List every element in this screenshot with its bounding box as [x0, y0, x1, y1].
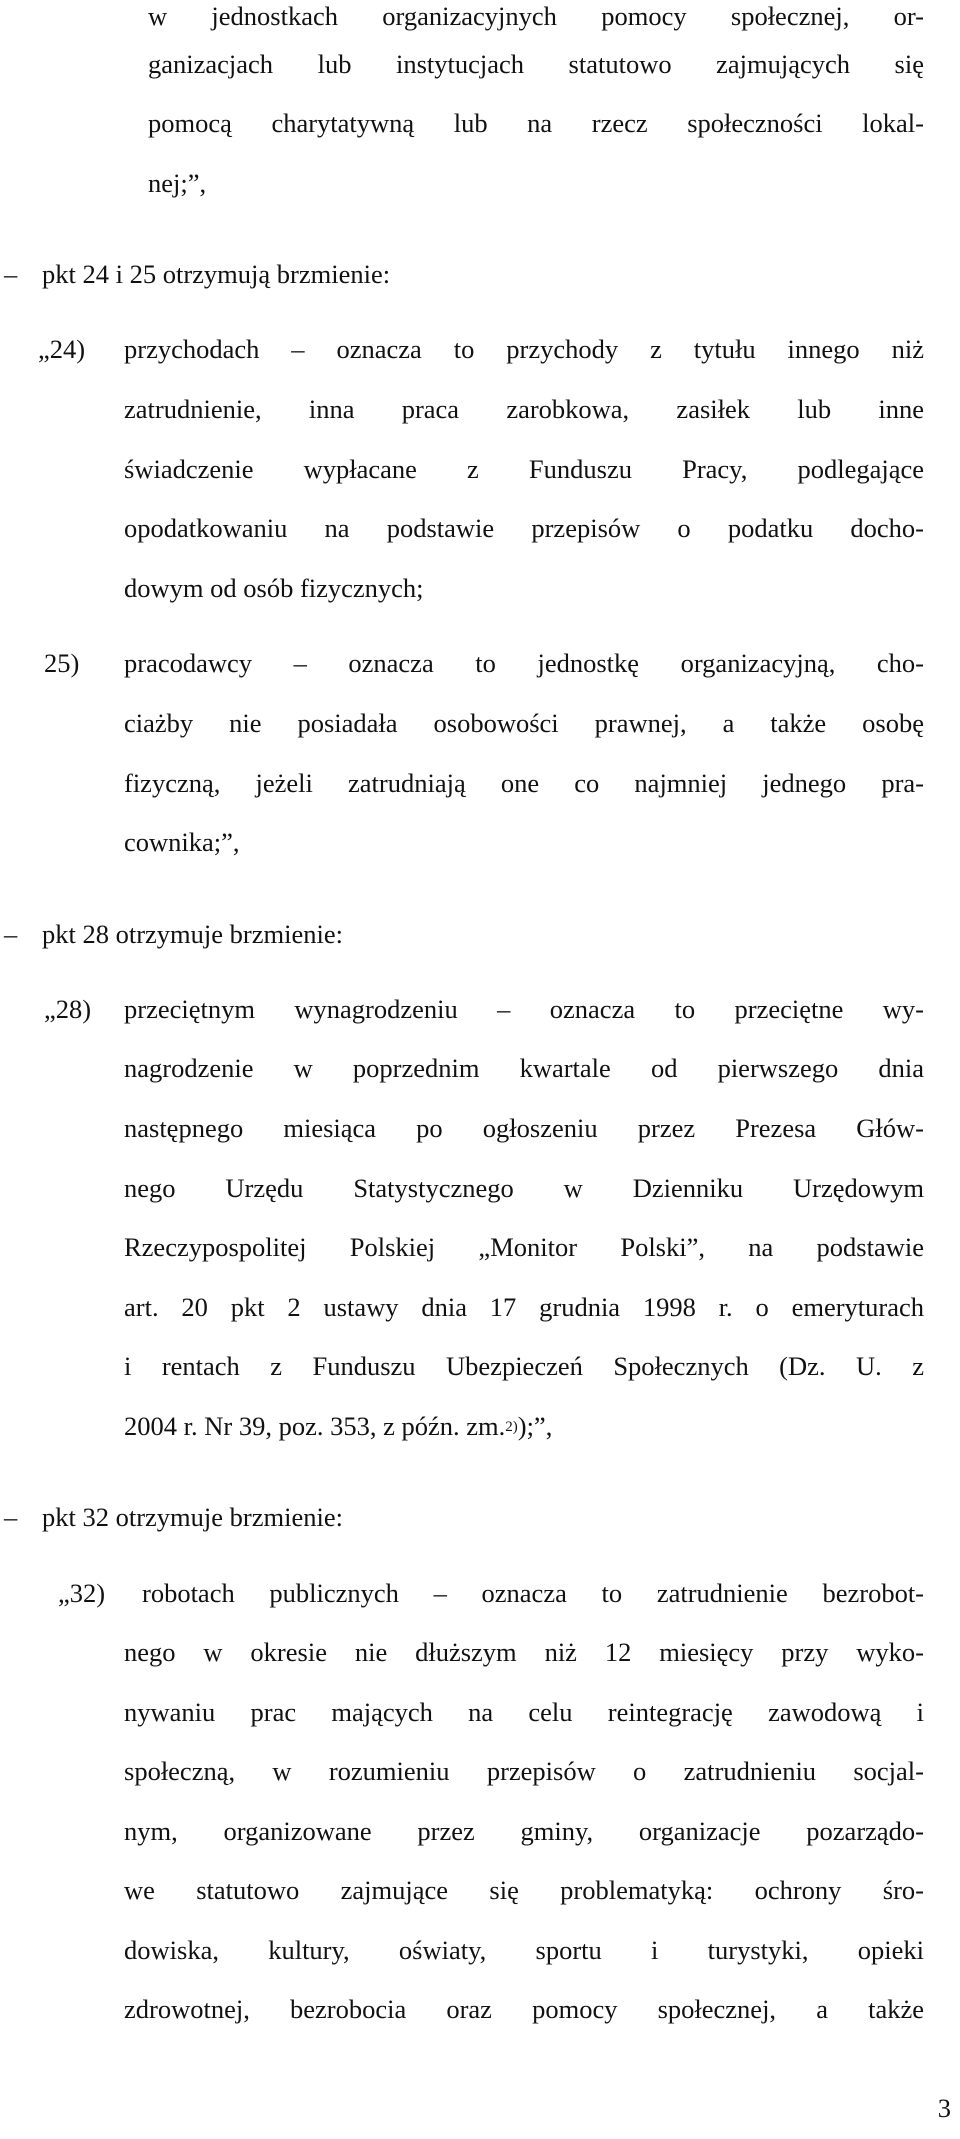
- definition-line: nagrodzenie w poprzednim kwartale od pierwszego dnia: [124, 1053, 924, 1083]
- definition-line: zatrudnienie, inna praca zarobkowa, zasiłek lub inne: [124, 394, 924, 424]
- definition-line: pracodawcy – oznacza to jednostkę organizacyjną, cho-: [124, 648, 924, 678]
- definition-line: świadczenie wypłacane z Funduszu Pracy, podlegające: [124, 454, 924, 484]
- point-label-32: „32): [58, 1578, 106, 1608]
- definition-line: [124, 1410, 552, 1447]
- definition-line: fizyczną, jeżeli zatrudniają one co najmniej jednego pra-: [124, 768, 924, 798]
- definition-line: i rentach z Funduszu Ubezpieczeń Społecznych (Dz. U. z: [124, 1351, 924, 1381]
- definition-line: ciażby nie posiadała osobowości prawnej, a także osobę: [124, 708, 924, 738]
- definition-line: nywaniu prac mających na celu reintegrację zawodową i: [124, 1697, 924, 1727]
- definition-line: opodatkowaniu na podstawie przepisów o podatku docho-: [124, 513, 924, 543]
- definition-line: dowym od osób fizycznych;: [124, 573, 424, 603]
- point-label-25: 25): [44, 648, 80, 678]
- citation-text: 2004 r. Nr 39, poz. 353, z późn. zm.: [124, 1411, 506, 1441]
- definition-line: dowiska, kultury, oświaty, sportu i turystyki, opieki: [124, 1935, 924, 1965]
- definition-line: przychodach – oznacza to przychody z tytułu innego niż: [124, 334, 924, 364]
- definition-line: nym, organizowane przez gminy, organizacje pozarządo-: [124, 1816, 924, 1846]
- point-label-28: „28): [44, 994, 92, 1024]
- definition-line: nego Urzędu Statystycznego w Dzienniku Urzędowym: [124, 1173, 924, 1203]
- amendment-intro: pkt 28 otrzymuje brzmienie:: [42, 919, 343, 949]
- list-dash: –: [4, 1502, 18, 1532]
- definition-line: cownika;”,: [124, 827, 240, 857]
- list-dash: –: [4, 259, 18, 289]
- definition-line: zdrowotnej, bezrobocia oraz pomocy społecznej, a także: [124, 1994, 924, 2024]
- page-number: 3: [937, 2093, 951, 2123]
- definition-line: społeczną, w rozumieniu przepisów o zatrudnieniu socjal-: [124, 1756, 924, 1786]
- definition-line: nego w okresie nie dłuższym niż 12 miesięcy przy wyko-: [124, 1637, 924, 1667]
- amendment-intro: pkt 32 otrzymuje brzmienie:: [42, 1502, 343, 1532]
- amendment-intro: pkt 24 i 25 otrzymują brzmienie:: [42, 259, 391, 289]
- intro-line: w jednostkach organizacyjnych pomocy społecznej, or-: [148, 1, 924, 31]
- definition-line: przeciętnym wynagrodzeniu – oznacza to przeciętne wy-: [124, 994, 924, 1024]
- definition-line: we statutowo zajmujące się problematyką: ochrony śro-: [124, 1875, 924, 1905]
- intro-line: ganizacjach lub instytucjach statutowo zajmujących się: [148, 49, 924, 79]
- definition-line: Rzeczypospolitej Polskiej „Monitor Polski”, na podstawie: [124, 1232, 924, 1262]
- definition-line: robotach publicznych – oznacza to zatrudnienie bezrobot-: [142, 1578, 924, 1608]
- citation-close: );”,: [517, 1411, 553, 1441]
- intro-line: nej;”,: [148, 168, 207, 198]
- definition-line: art. 20 pkt 2 ustawy dnia 17 grudnia 1998 r. o emeryturach: [124, 1292, 924, 1322]
- list-dash: –: [4, 919, 18, 949]
- intro-line: pomocą charytatywną lub na rzecz społeczności lokal-: [148, 108, 924, 138]
- definition-line: następnego miesiąca po ogłoszeniu przez Prezesa Głów-: [124, 1113, 924, 1143]
- point-label-24: „24): [38, 334, 86, 364]
- footnote-ref[interactable]: 2): [505, 1419, 518, 1435]
